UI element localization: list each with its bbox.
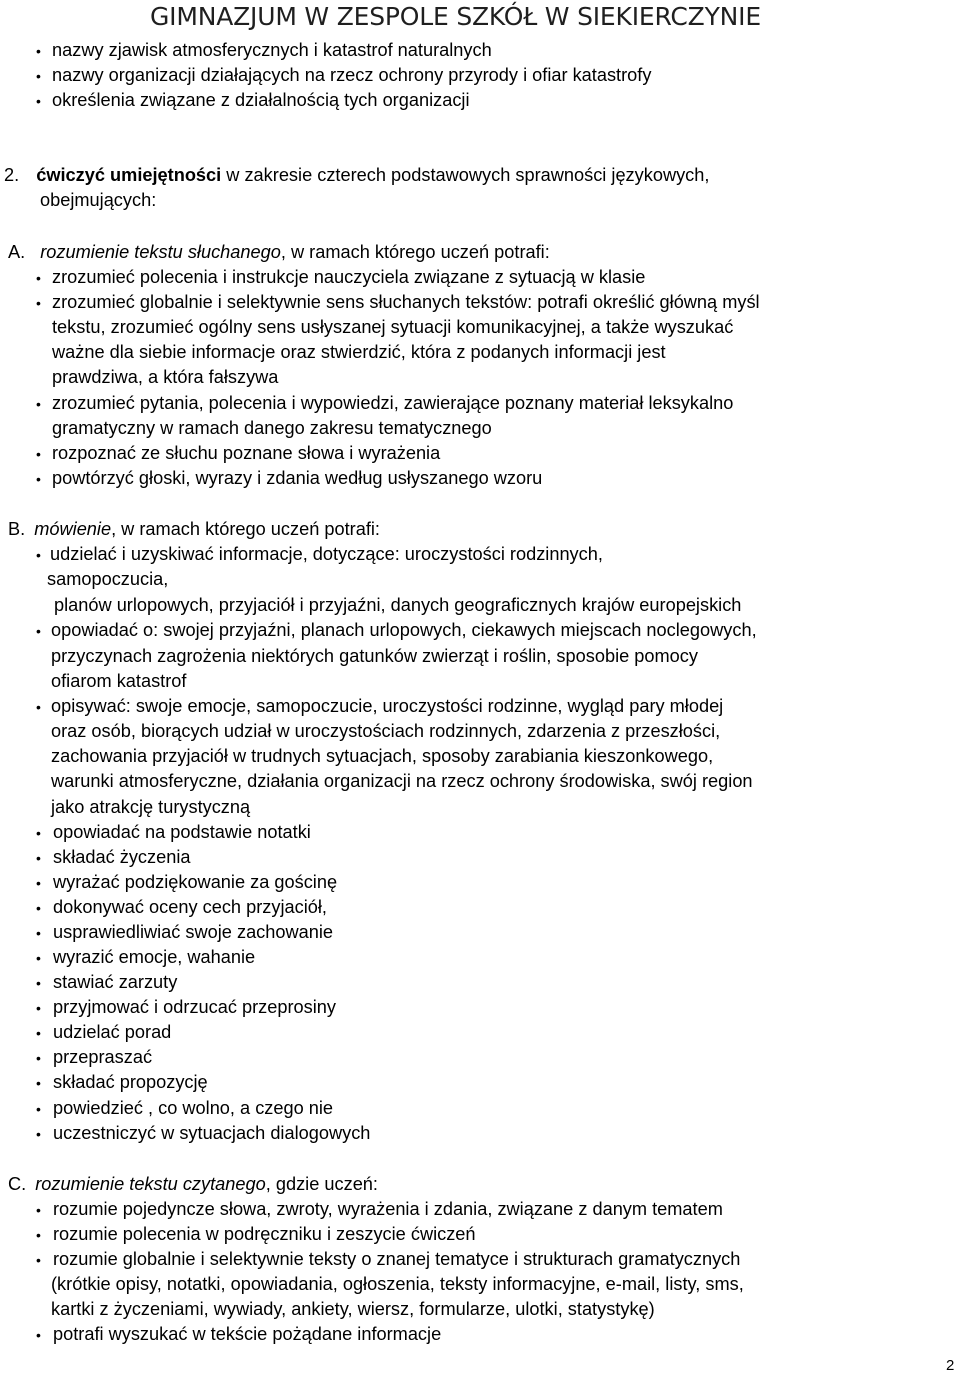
list-item: rozumie pojedyncze słowa, zwroty, wyrażenia i zdania, związane z danym tematem: [53, 1199, 723, 1219]
section-title: mówienie: [34, 519, 112, 539]
section-b-heading: [8, 517, 380, 542]
bullet: •: [36, 1227, 41, 1243]
section-2-heading: [4, 163, 709, 188]
list-item-continuation: samopoczucia,: [47, 569, 169, 589]
list-item-continuation: jako atrakcję turystyczną: [51, 797, 251, 817]
bullet: •: [36, 295, 41, 311]
bullet: •: [36, 547, 41, 563]
list-item: zrozumieć pytania, polecenia i wypowiedzi, zawierające poznany materiał leksykalno: [52, 393, 734, 413]
list-item: opowiadać o: swojej przyjaźni, planach urlopowych, ciekawych miejscach noclegowych,: [51, 620, 757, 640]
bullet: •: [36, 900, 41, 916]
list-item: składać propozycję: [53, 1072, 208, 1092]
list-item: dokonywać oceny cech przyjaciół,: [53, 897, 327, 917]
list-item: udzielać porad: [53, 1022, 172, 1042]
page-number: 2: [946, 1357, 955, 1374]
list-item: opisywać: swoje emocje, samopoczucie, uroczystości rodzinne, wygląd pary młodej: [51, 696, 724, 716]
bullet: •: [36, 1327, 41, 1343]
list-item: rozumie globalnie i selektywnie teksty o znanej tematyce i strukturach gramatycznych: [53, 1249, 741, 1269]
list-item: opowiadać na podstawie notatki: [53, 822, 311, 842]
section-title: rozumienie tekstu słuchanego: [40, 242, 281, 262]
section-text: w zakresie czterech podstawowych sprawności językowych,: [221, 165, 710, 185]
bullet: •: [36, 1025, 41, 1041]
list-item: powiedzieć , co wolno, a czego nie: [53, 1098, 334, 1118]
list-item-continuation: warunki atmosferyczne, działania organizacji na rzecz ochrony środowiska, swój region: [51, 771, 753, 791]
section-title: rozumienie tekstu czytanego: [35, 1174, 266, 1194]
bullet: •: [36, 875, 41, 891]
section-text: , gdzie uczeń:: [265, 1174, 378, 1194]
section-letter: A.: [8, 242, 26, 262]
list-item-continuation: (krótkie opisy, notatki, opowiadania, ogłoszenia, teksty informacyjne, e-mail, listy, sms,: [51, 1274, 744, 1294]
list-item: wyrażać podziękowanie za gościnę: [53, 872, 338, 892]
list-item: przyjmować i odrzucać przeprosiny: [53, 997, 337, 1017]
bullet: •: [36, 1252, 41, 1268]
bullet: •: [36, 623, 41, 639]
bullet: •: [36, 396, 41, 412]
list-item: udzielać i uzyskiwać informacje, dotyczące: uroczystości rodzinnych,: [50, 544, 603, 564]
list-item: nazwy organizacji działających na rzecz ochrony przyrody i ofiar katastrofy: [52, 65, 652, 85]
list-item-continuation: prawdziwa, a która fałszywa: [52, 367, 279, 387]
bullet: •: [36, 93, 41, 109]
list-item-continuation: przyczynach zagrożenia niektórych gatunków zwierząt i roślin, sposobie pomocy: [51, 646, 698, 666]
bullet: •: [36, 1050, 41, 1066]
bullet: •: [36, 270, 41, 286]
bullet: •: [36, 699, 41, 715]
bullet: •: [36, 43, 41, 59]
section-text: , w ramach którego uczeń potrafi:: [111, 519, 380, 539]
list-item: rozumie polecenia w podręczniku i zeszycie ćwiczeń: [53, 1224, 476, 1244]
section-c-heading: [8, 1172, 378, 1197]
bullet: •: [36, 1075, 41, 1091]
list-item-continuation: tekstu, zrozumieć ogólny sens usłyszanej sytuacji komunikacyjnej, a także wyszukać: [52, 317, 734, 337]
list-item: rozpoznać ze słuchu poznane słowa i wyrażenia: [52, 443, 441, 463]
section-bold-text: ćwiczyć umiejętności: [36, 165, 222, 185]
bullet: •: [36, 825, 41, 841]
page-header: GIMNAZJUM W ZESPOLE SZKÓŁ W SIEKIERCZYNIE: [150, 2, 761, 31]
bullet: •: [36, 1202, 41, 1218]
list-item: usprawiedliwiać swoje zachowanie: [53, 922, 334, 942]
bullet: •: [36, 1126, 41, 1142]
bullet: •: [36, 68, 41, 84]
section-text: , w ramach którego uczeń potrafi:: [280, 242, 550, 262]
list-item-continuation: oraz osób, biorących udział w uroczystościach rodzinnych, zdarzenia z przeszłości,: [51, 721, 721, 741]
list-item-continuation: kartki z życzeniami, wywiady, ankiety, wiersz, formularze, ulotki, statystykę): [51, 1299, 655, 1319]
section-a-heading: [8, 240, 550, 265]
list-item-continuation: planów urlopowych, przyjaciół i przyjaźni, danych geograficznych krajów europejskich: [54, 595, 742, 615]
list-item: nazwy zjawisk atmosferycznych i katastrof naturalnych: [52, 40, 492, 60]
section-letter: C.: [8, 1174, 27, 1194]
list-item-continuation: ważne dla siebie informacje oraz stwierdzić, która z podanych informacji jest: [52, 342, 666, 362]
list-item-continuation: gramatyczny w ramach danego zakresu tematycznego: [52, 418, 492, 438]
bullet: •: [36, 975, 41, 991]
bullet: •: [36, 950, 41, 966]
list-item: składać życzenia: [53, 847, 191, 867]
list-item-continuation: ofiarom katastrof: [51, 671, 187, 691]
list-item: potrafi wyszukać w tekście pożądane informacje: [53, 1324, 442, 1344]
bullet: •: [36, 850, 41, 866]
section-letter: B.: [8, 519, 26, 539]
bullet: •: [36, 471, 41, 487]
list-item: uczestniczyć w sytuacjach dialogowych: [53, 1123, 371, 1143]
list-item: zrozumieć polecenia i instrukcje nauczyciela związane z sytuacją w klasie: [52, 267, 646, 287]
list-item: wyrazić emocje, wahanie: [53, 947, 256, 967]
bullet: •: [36, 1000, 41, 1016]
list-item: powtórzyć głoski, wyrazy i zdania według usłyszanego wzoru: [52, 468, 543, 488]
list-item: określenia związane z działalnością tych organizacji: [52, 90, 470, 110]
bullet: •: [36, 925, 41, 941]
section-number: 2.: [4, 165, 20, 185]
bullet: •: [36, 1101, 41, 1117]
bullet: •: [36, 446, 41, 462]
list-item: przepraszać: [53, 1047, 153, 1067]
list-item-continuation: zachowania przyjaciół w trudnych sytuacjach, sposoby zarabiania kieszonkowego,: [51, 746, 714, 766]
list-item: stawiać zarzuty: [53, 972, 178, 992]
list-item: zrozumieć globalnie i selektywnie sens słuchanych tekstów: potrafi określić główną myśl: [52, 292, 760, 312]
section-2-continuation: obejmujących:: [40, 190, 157, 210]
